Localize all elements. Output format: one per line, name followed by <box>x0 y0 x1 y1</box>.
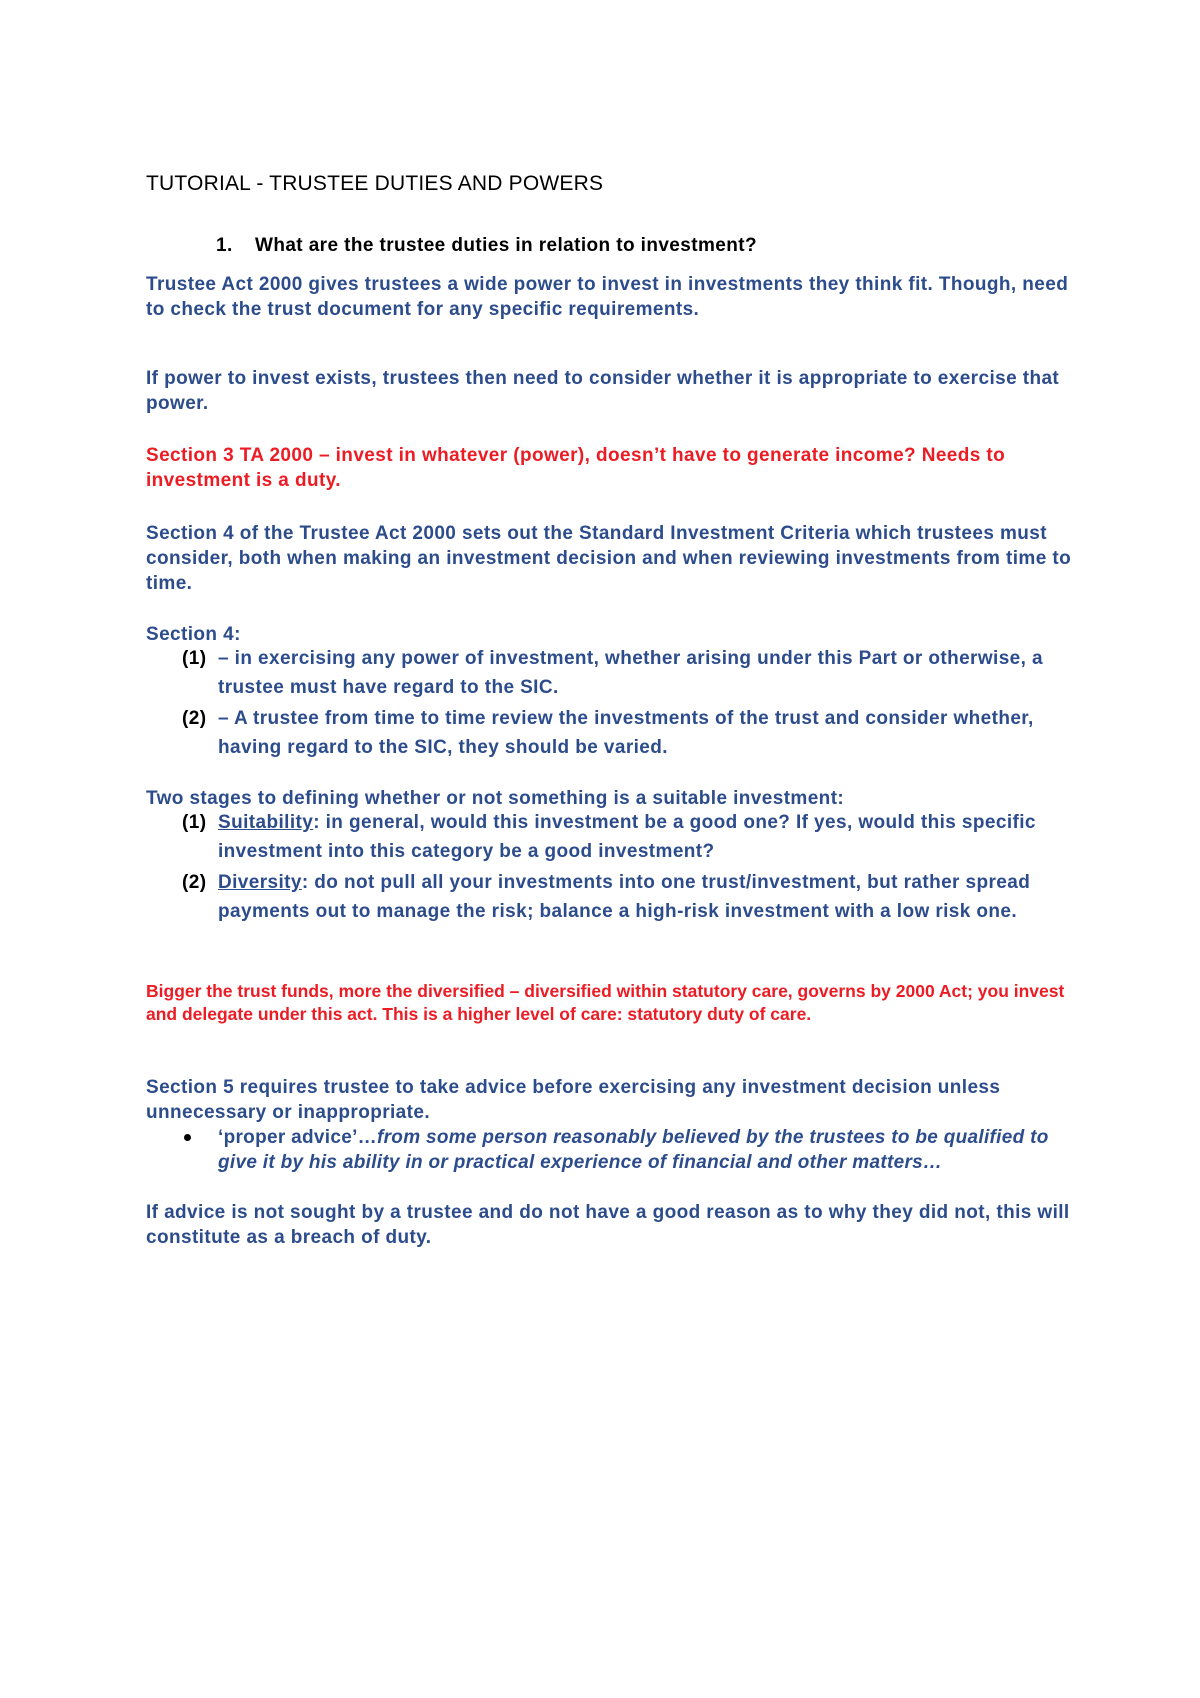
proper-advice-lead: ‘proper advice’… <box>218 1127 377 1148</box>
item-text: – in exercising any power of investment, whether arising under this Part or otherwise, a trustee must have regard to the SIC. <box>218 648 1043 698</box>
item-marker: (2) <box>182 872 207 893</box>
paragraph-power-to-invest: If power to invest exists, trustees then need to consider whether it is appropriate to exercise that power. <box>146 368 1060 414</box>
paragraph-breach-of-duty: If advice is not sought by a trustee and do not have a good reason as to why they did not, this will constitute as a breach of duty. <box>146 1202 1070 1248</box>
item-text: : in general, would this investment be a good one? If yes, would this specific investment into this category be a good investment? <box>218 812 1036 862</box>
item-text: : do not pull all your investments into one trust/investment, but rather spread payments out to manage the risk; balance a high-risk investment with a low risk one. <box>218 872 1031 922</box>
term-suitability: Suitability <box>218 812 314 833</box>
section-4-item-2 <box>182 704 1082 762</box>
proper-advice-quote: from some person reasonably believed by the trustees to be qualified to give it by his ability in or practical experience of financial and other matters… <box>218 1127 1049 1173</box>
stage-item-diversity <box>182 868 1082 926</box>
question-text: What are the trustee duties in relation to investment? <box>255 235 757 256</box>
bullet-icon <box>184 1134 191 1141</box>
proper-advice-bullet <box>182 1125 1082 1175</box>
item-marker: (1) <box>182 648 207 669</box>
term-diversity: Diversity <box>218 872 302 893</box>
item-marker: (1) <box>182 812 207 833</box>
section-4-item-1 <box>182 644 1082 702</box>
item-text: – A trustee from time to time review the investments of the trust and consider whether, having regard to the SIC, they should be varied. <box>218 708 1034 758</box>
section-4-heading: Section 4: <box>146 624 241 645</box>
page-title: TUTORIAL - TRUSTEE DUTIES AND POWERS <box>146 172 604 195</box>
paragraph-section-5: Section 5 requires trustee to take advice before exercising any investment decision unless unnecessary or inappropriate. <box>146 1077 1001 1123</box>
paragraph-section-3-note: Section 3 TA 2000 – invest in whatever (power), doesn’t have to generate income? Needs to investment is a duty. <box>146 445 1006 491</box>
paragraph-trustee-act: Trustee Act 2000 gives trustees a wide power to invest in investments they think fit. Though, need to check the trust document for any specific requirements. <box>146 274 1069 320</box>
question-number: 1. <box>216 235 233 256</box>
stage-item-suitability <box>182 808 1082 866</box>
paragraph-diversification-note: Bigger the trust funds, more the diversified – diversified within statutory care, governs by 2000 Act; you invest and delegate under this act. This is a higher level of care: statutory duty of care. <box>146 981 1065 1024</box>
paragraph-section-4-sic: Section 4 of the Trustee Act 2000 sets out the Standard Investment Criteria which trustees must consider, both when making an investment decision and when reviewing investments from time to time. <box>146 523 1072 594</box>
two-stages-heading: Two stages to defining whether or not something is a suitable investment: <box>146 788 845 809</box>
item-marker: (2) <box>182 708 207 729</box>
